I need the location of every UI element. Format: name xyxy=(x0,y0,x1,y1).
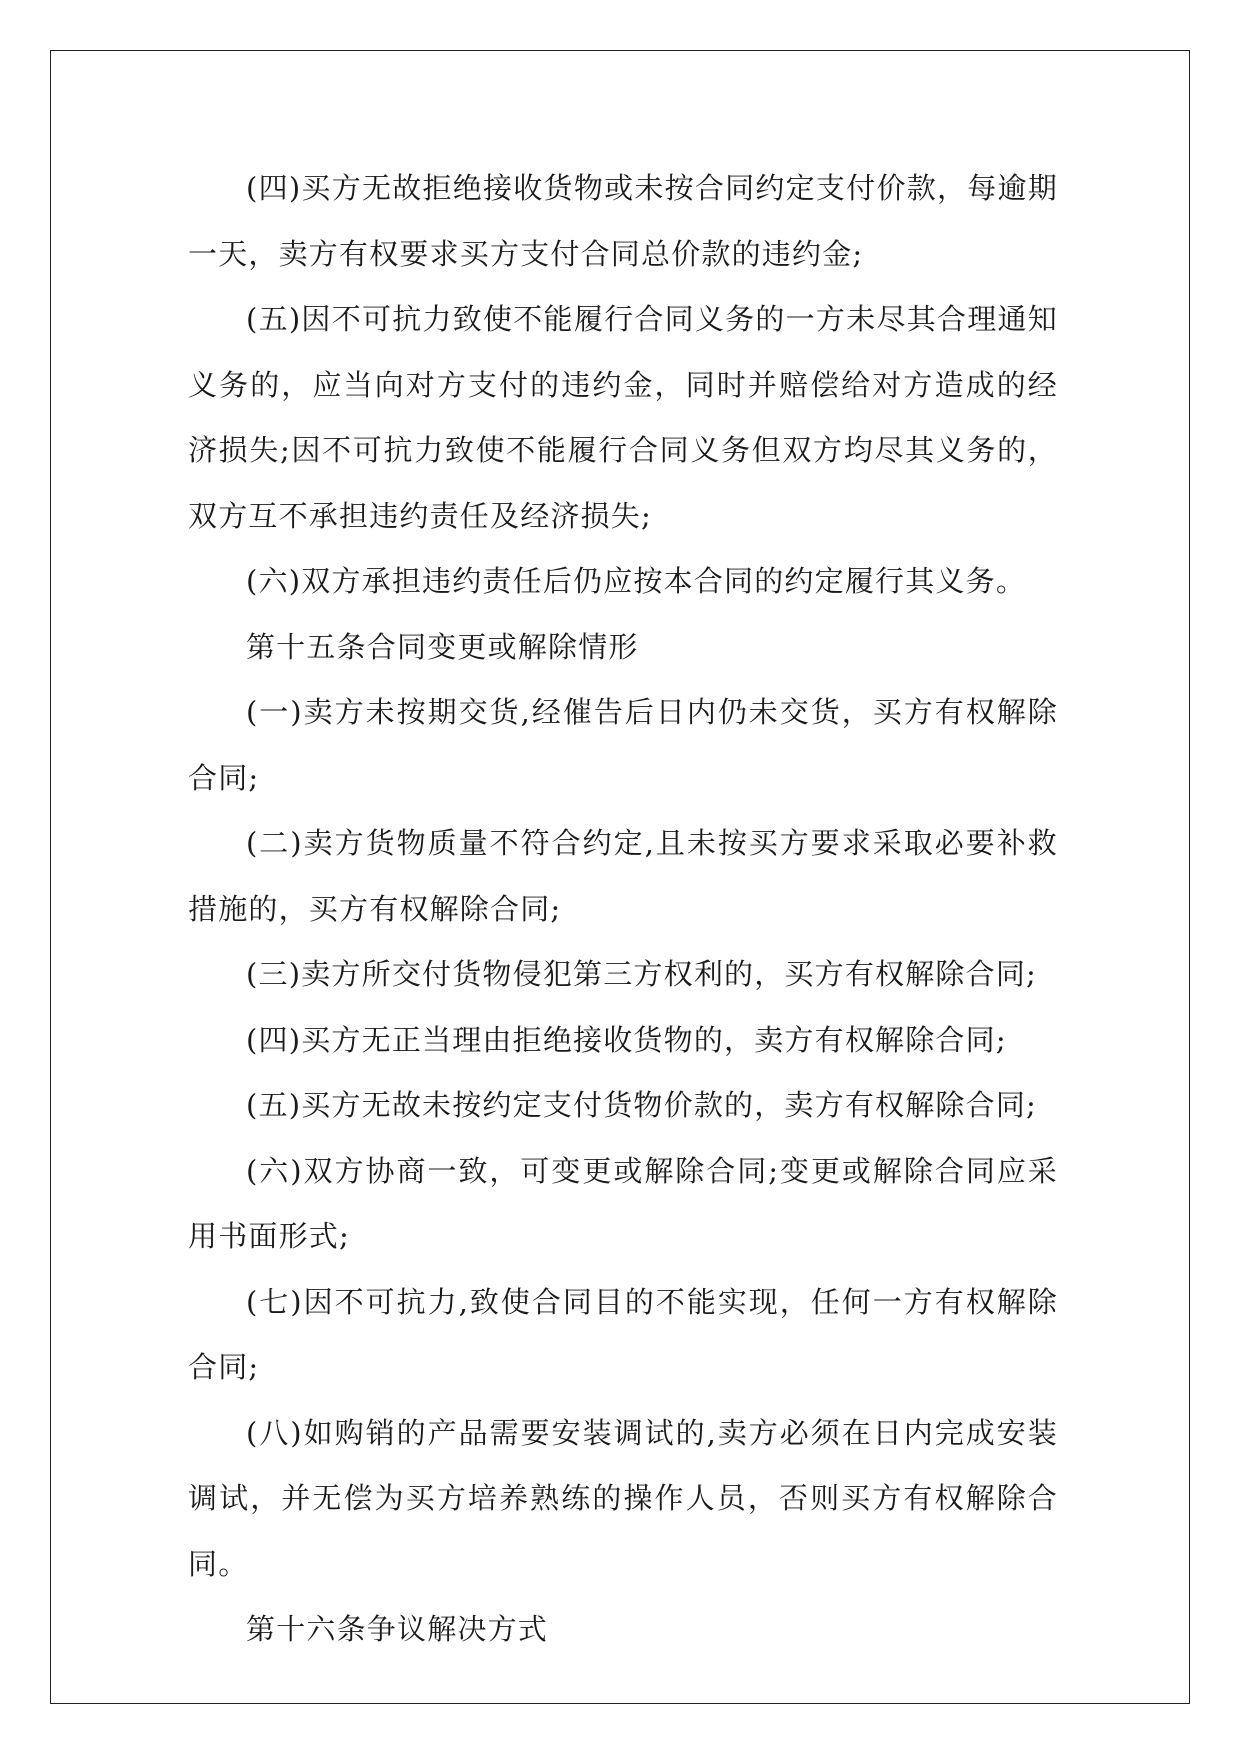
paragraph-buyer-nonpayment: (五)买方无故未按约定支付货物价款的，卖方有权解除合同; xyxy=(246,1088,1037,1122)
paragraph-force-majeure-termination: (七)因不可抗力,致使合同目的不能实现，任何一方有权解除合同; xyxy=(188,1284,1058,1384)
paragraph-force-majeure-notice: (五)因不可抗力致使不能履行合同义务的一方未尽其合理通知义务的，应当向对方支付的违约金，同时并赔偿给对方造成的经济损失;因不可抗力致使不能履行合同义务但双方均尽其义务的，双方互不承担违约责任及经济损失; xyxy=(188,302,1058,533)
paragraph-late-delivery: (一)卖方未按期交货,经催告后日内仍未交货，买方有权解除合同; xyxy=(188,695,1058,795)
paragraph-quality-nonconformity: (二)卖方货物质量不符合约定,且未按买方要求采取必要补救措施的，买方有权解除合同; xyxy=(188,826,1058,926)
paragraph-continued-performance: (六)双方承担违约责任后仍应按本合同的约定履行其义务。 xyxy=(246,564,1027,598)
paragraph-installation-debugging: (八)如购销的产品需要安装调试的,卖方必须在日内完成安装调试，并无偿为买方培养熟练的操作人员，否则买方有权解除合同。 xyxy=(188,1415,1058,1581)
section-heading-article-15: 第十五条合同变更或解除情形 xyxy=(246,629,639,664)
paragraph-third-party-rights: (三)卖方所交付货物侵犯第三方权利的，买方有权解除合同; xyxy=(246,957,1037,991)
document-body xyxy=(188,156,1058,1663)
section-heading-article-16: 第十六条争议解决方式 xyxy=(246,1612,549,1646)
paragraph-buyer-refuses-goods: (四)买方无正当理由拒绝接收货物的，卖方有权解除合同; xyxy=(246,1022,1007,1057)
paragraph-mutual-agreement: (六)双方协商一致，可变更或解除合同;变更或解除合同应采用书面形式; xyxy=(188,1153,1058,1253)
paragraph-penalty-buyer-refusal: (四)买方无故拒绝接收货物或未按合同约定支付价款，每逾期一天，卖方有权要求买方支付合同总价款的违约金; xyxy=(188,171,1058,271)
